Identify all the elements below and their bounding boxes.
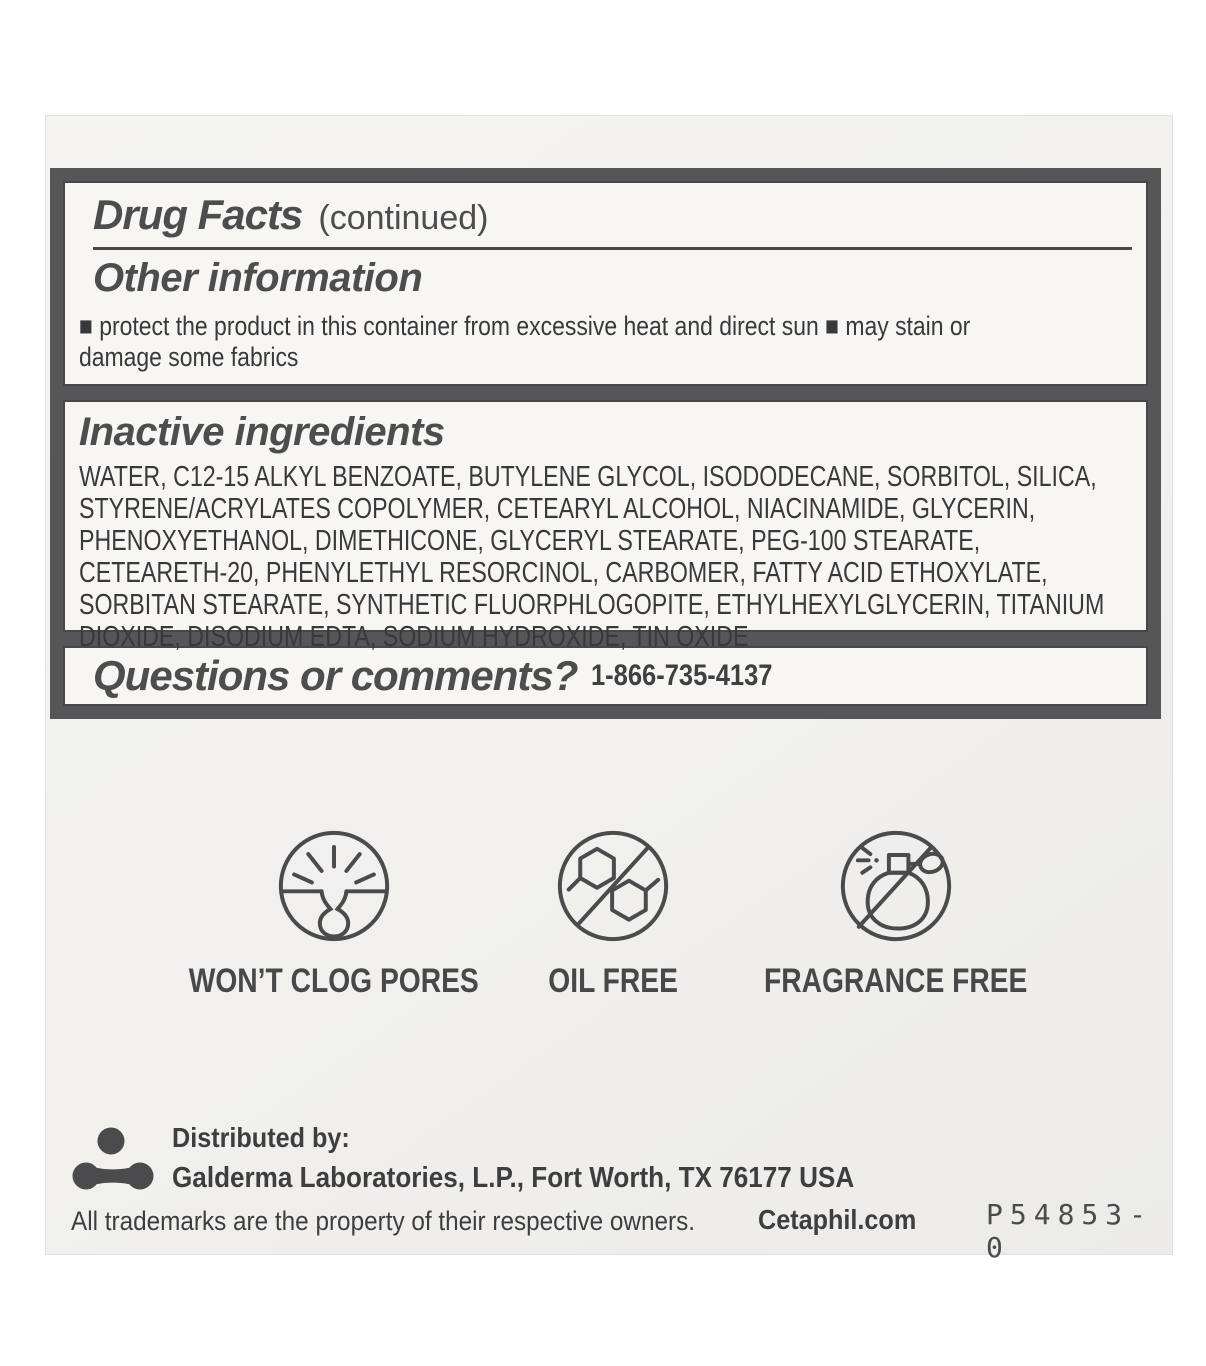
other-information-heading: Other information	[93, 256, 423, 300]
ingredient-line: SORBITAN STEARATE, SYNTHETIC FLUORPHLOGOPITE, ETHYLHEXYLGLYCERIN, TITANIUM	[79, 589, 1105, 621]
claim-wont-clog-pores	[142, 824, 526, 1001]
drug-facts-title-row	[93, 191, 1132, 245]
fragrance-free-icon	[834, 824, 958, 948]
other-information-body	[79, 311, 1132, 373]
drug-facts-title: Drug Facts	[93, 191, 303, 238]
claim-label: OIL FREE	[548, 962, 678, 1000]
other-information-section	[63, 181, 1148, 386]
claim-label: FRAGRANCE FREE	[764, 962, 1028, 1000]
distributor-address: Galderma Laboratories, L.P., Fort Worth, TX 76177 USA	[172, 1162, 855, 1194]
ingredient-line: WATER, C12-15 ALKYL BENZOATE, BUTYLENE GLYCOL, ISODODECANE, SORBITOL, SILICA,	[79, 461, 1097, 493]
package-back-panel	[45, 115, 1173, 1264]
other-info-line: damage some fabrics	[79, 342, 299, 372]
questions-heading: Questions or comments?	[93, 652, 578, 699]
inactive-ingredients-section	[63, 400, 1148, 653]
drug-facts-continued: (continued)	[318, 199, 489, 237]
questions-phone-number: 1-866-735-4137	[591, 659, 773, 692]
other-info-line: ■ protect the product in this container from excessive heat and direct sun ■ may stain or	[79, 311, 971, 341]
ingredient-line: DIOXIDE, DISODIUM EDTA, SODIUM HYDROXIDE, TIN OXIDE	[79, 621, 749, 653]
inactive-ingredients-heading: Inactive ingredients	[79, 410, 445, 454]
lot-code: P54853-0	[986, 1198, 1154, 1264]
trademark-notice: All trademarks are the property of their respective owners.	[71, 1206, 695, 1236]
galderma-logo	[66, 1114, 160, 1219]
claim-fragrance-free	[704, 824, 1088, 1001]
oil-free-icon	[551, 824, 675, 948]
ingredient-line: CETEARETH-20, PHENYLETHYL RESORCINOL, CARBOMER, FATTY ACID ETHOXYLATE,	[79, 557, 1048, 589]
inactive-ingredients-list	[79, 461, 1132, 653]
ingredient-line: PHENOXYETHANOL, DIMETHICONE, GLYCERYL STEARATE, PEG-100 STEARATE,	[79, 525, 981, 557]
distributed-by-label: Distributed by:	[172, 1122, 350, 1153]
drug-facts-panel	[50, 168, 1161, 719]
questions-section	[63, 646, 1148, 706]
claim-label: WON’T CLOG PORES	[188, 962, 480, 1000]
title-divider	[93, 247, 1132, 250]
website-url: Cetaphil.com	[758, 1204, 917, 1235]
wont-clog-pores-icon	[272, 824, 396, 948]
ingredient-line: STYRENE/ACRYLATES COPOLYMER, CETEARYL ALCOHOL, NIACINAMIDE, GLYCERIN,	[79, 493, 1036, 525]
